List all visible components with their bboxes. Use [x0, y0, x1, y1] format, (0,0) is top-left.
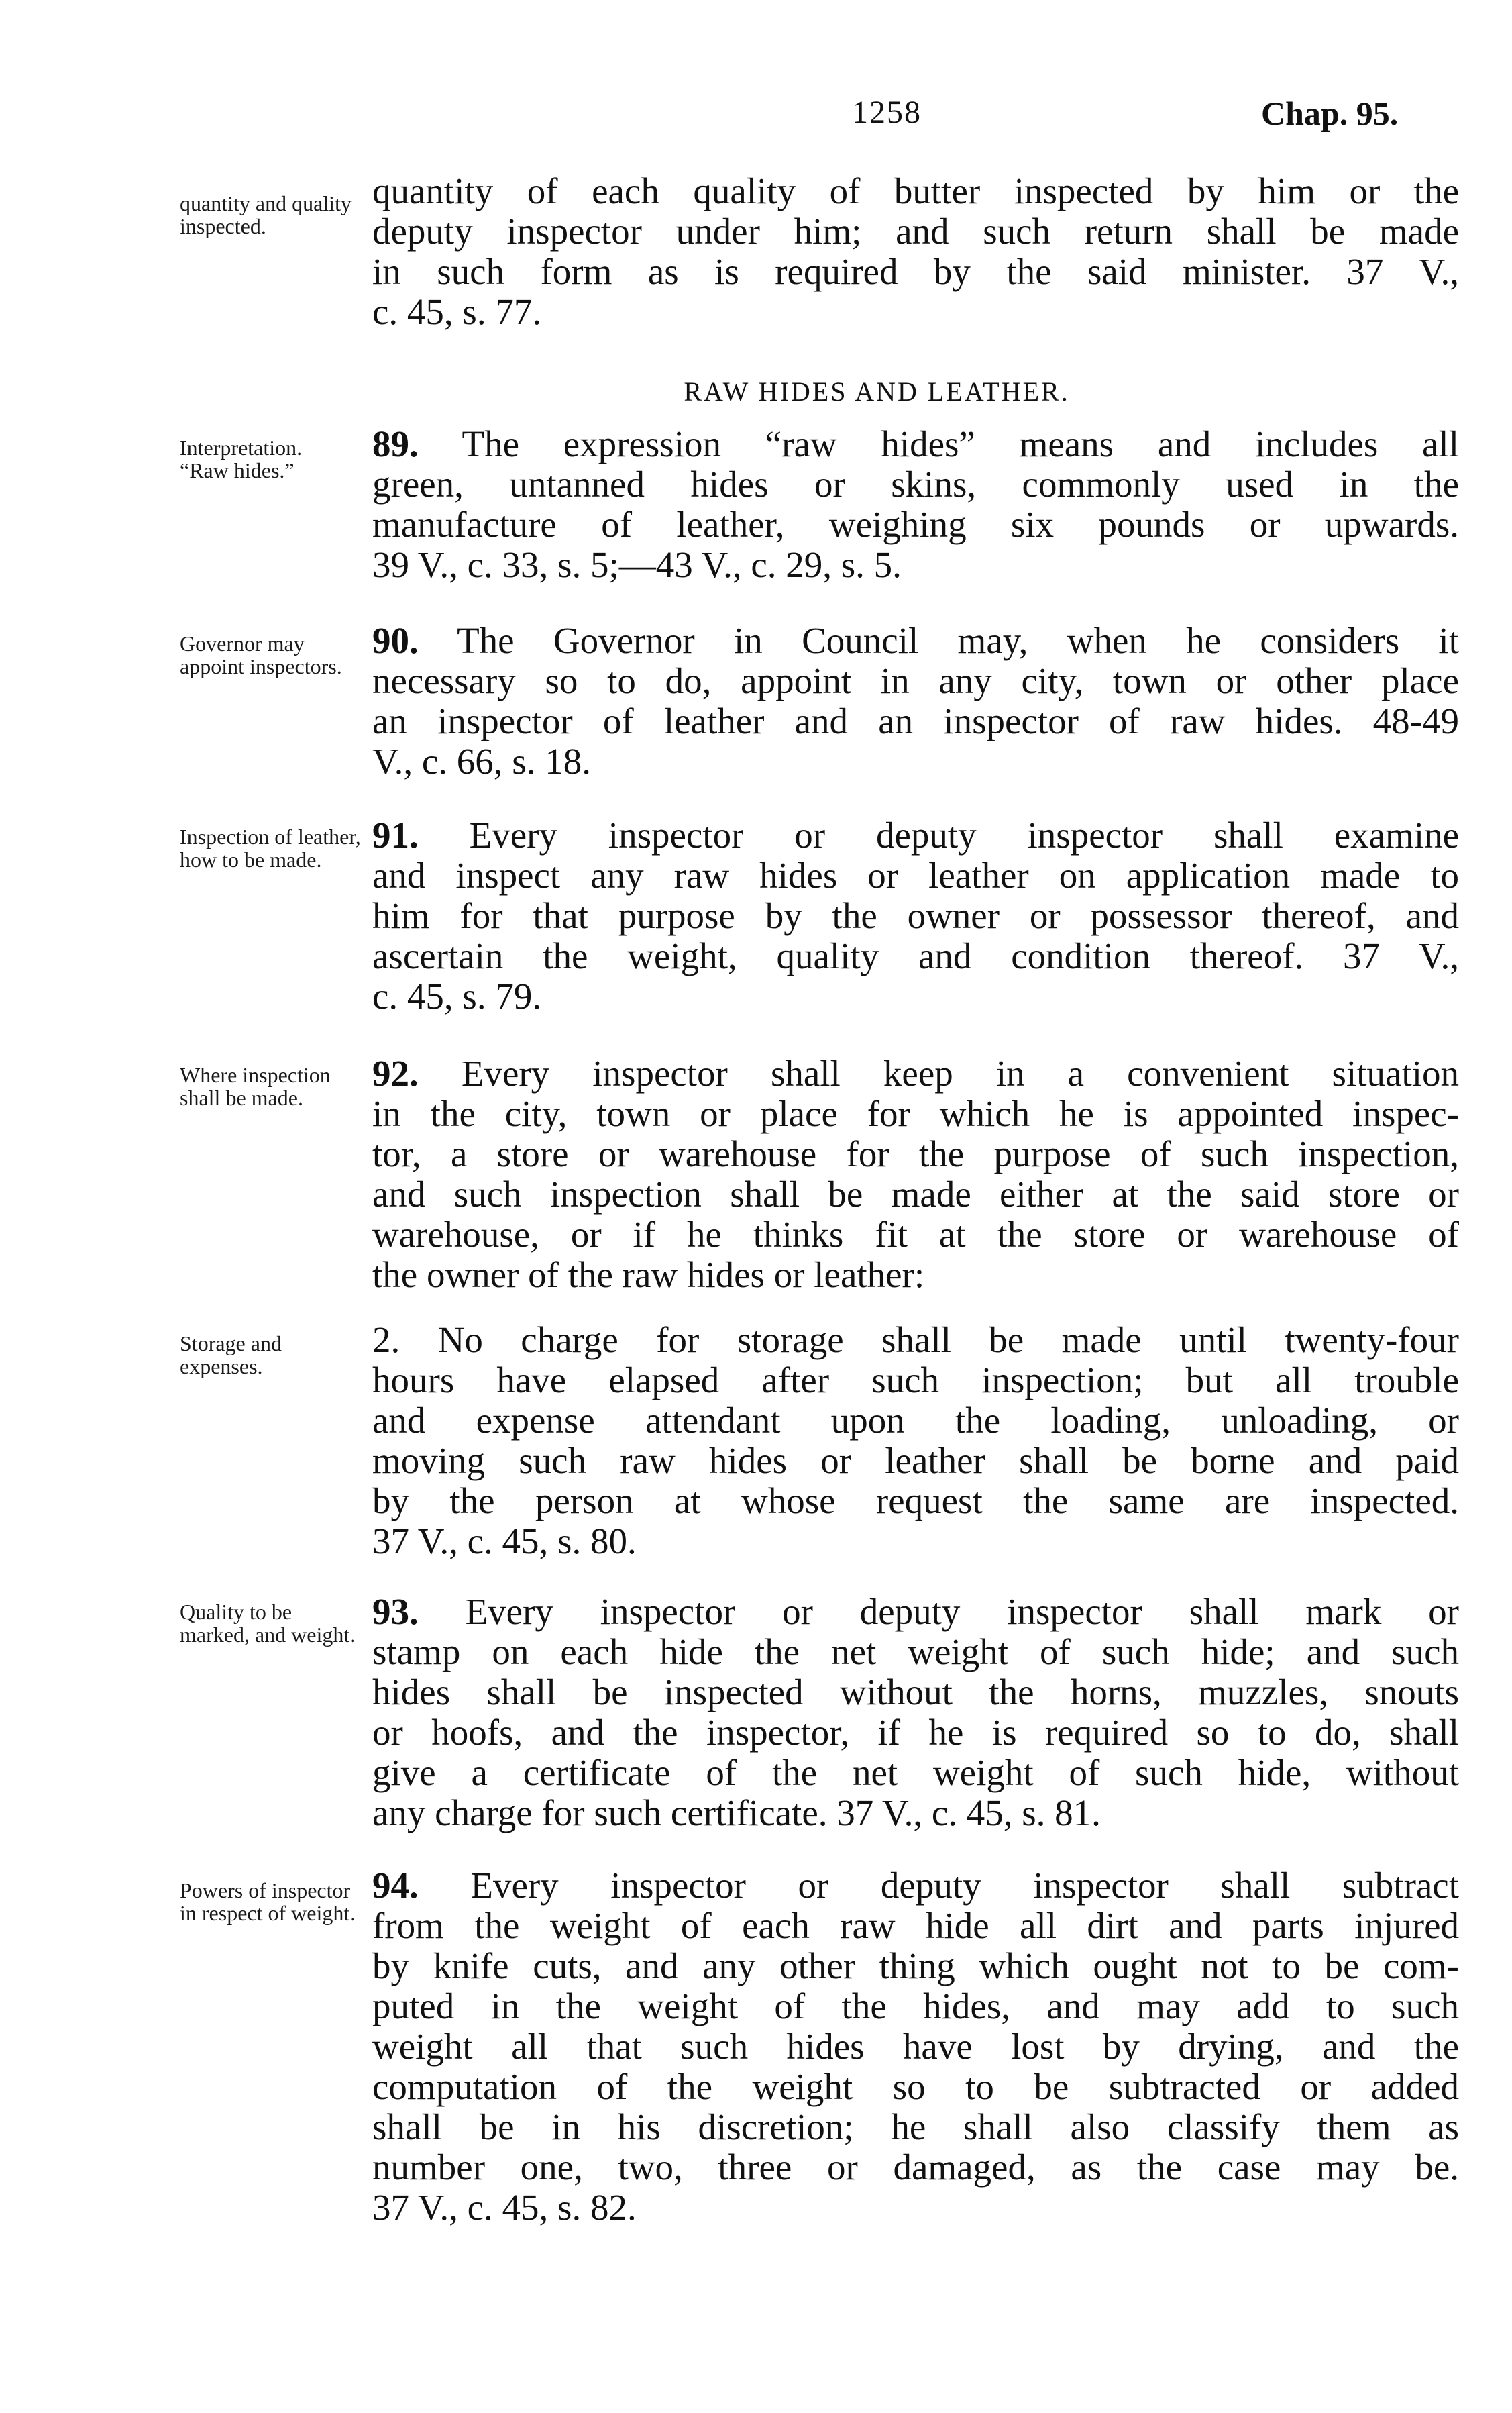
chapter-reference: Chap. 95. — [1261, 95, 1399, 132]
text-line: any charge for such certificate. 37 V., c. 45, s. 81. — [372, 1792, 1101, 1833]
text-line: tor, a store or warehouse for the purpose of such inspection, — [372, 1133, 1459, 1174]
text-line: V., c. 66, s. 18. — [372, 741, 591, 782]
text-line: in the city, town or place for which he is appointed inspec- — [372, 1093, 1459, 1134]
text-line: and inspect any raw hides or leather on application made to — [372, 855, 1459, 896]
text-line: by knife cuts, and any other thing which ought not to be com- — [372, 1945, 1459, 1986]
text-line: weight all that such hides have lost by drying, and the — [372, 2026, 1459, 2067]
text-line: number one, two, three or damaged, as the case may be. — [372, 2147, 1459, 2188]
section-90 — [372, 621, 1459, 782]
paragraph-butter-return — [372, 171, 1459, 332]
text-line: 37 V., c. 45, s. 82. — [372, 2187, 637, 2228]
text-line-content: Every inspector or deputy inspector shall subtract — [470, 1865, 1459, 1906]
text-line: in such form as is required by the said minister. 37 V., — [372, 251, 1459, 292]
text-line: hides shall be inspected without the horns, muzzles, snouts — [372, 1672, 1459, 1712]
text-line: puted in the weight of the hides, and may add to such — [372, 1986, 1459, 2026]
text-line — [372, 1320, 1459, 1360]
text-line: give a certificate of the net weight of such hide, without — [372, 1752, 1459, 1793]
page-number: 1258 — [852, 95, 922, 130]
text-line — [372, 1592, 1459, 1632]
text-line-content: No charge for storage shall be made until twenty-four — [437, 1319, 1459, 1360]
section-number: 91. — [372, 815, 419, 856]
text-line — [372, 815, 1459, 856]
sidenote-quantity-quality: quantity and quality inspected. — [180, 191, 352, 238]
subsection-number: 2. — [372, 1319, 400, 1360]
text-line: by the person at whose request the same are inspected. — [372, 1480, 1459, 1521]
section-number: 90. — [372, 620, 419, 661]
sidenote-where-inspection: Where inspection shall be made. — [180, 1063, 331, 1110]
text-line: him for that purpose by the owner or possessor thereof, and — [372, 895, 1459, 936]
text-line: or hoofs, and the inspector, if he is required so to do, shall — [372, 1712, 1459, 1753]
text-line-content: The expression “raw hides” means and includes all — [462, 423, 1459, 464]
section-92-subsection-2 — [372, 1320, 1459, 1561]
text-line: from the weight of each raw hide all dirt and parts injured — [372, 1905, 1459, 1946]
text-line — [372, 621, 1459, 661]
text-line: green, untanned hides or skins, commonly used in the — [372, 464, 1459, 505]
text-line-content: Every inspector shall keep in a convenient situation — [461, 1053, 1459, 1094]
text-line: computation of the weight so to be subtracted or added — [372, 2066, 1459, 2107]
text-line: necessary so to do, appoint in any city, town or other place — [372, 660, 1459, 701]
text-line: 37 V., c. 45, s. 80. — [372, 1521, 637, 1561]
text-line: c. 45, s. 77. — [372, 291, 542, 332]
section-heading — [0, 376, 1512, 407]
section-91 — [372, 815, 1459, 1017]
text-line: moving such raw hides or leather shall be borne and paid — [372, 1440, 1459, 1481]
text-line: c. 45, s. 79. — [372, 976, 542, 1017]
sidenote-storage: Storage and expenses. — [180, 1331, 282, 1378]
sidenote-powers-of-inspector: Powers of inspector in respect of weight. — [180, 1878, 356, 1925]
section-number: 93. — [372, 1591, 419, 1632]
sidenote-interpretation: Interpretation. “Raw hides.” — [180, 435, 303, 482]
text-line: 39 V., c. 33, s. 5;—43 V., c. 29, s. 5. — [372, 544, 902, 585]
section-89 — [372, 424, 1459, 585]
text-line: hours have elapsed after such inspection; but all trouble — [372, 1359, 1459, 1400]
text-line: shall be in his discretion; he shall also classify them as — [372, 2106, 1459, 2147]
section-heading-text: RAW HIDES AND LEATHER. — [684, 376, 1070, 407]
text-line: quantity of each quality of butter inspected by him or the — [372, 170, 1459, 211]
text-line: ascertain the weight, quality and condition thereof. 37 V., — [372, 935, 1459, 976]
text-line — [372, 1054, 1459, 1094]
text-line-content: Every inspector or deputy inspector shall examine — [469, 815, 1460, 856]
text-line-content: The Governor in Council may, when he considers it — [457, 620, 1459, 661]
text-line: manufacture of leather, weighing six pounds or upwards. — [372, 504, 1459, 545]
sidenote-inspection-leather: Inspection of leather, how to be made. — [180, 825, 361, 872]
text-line: stamp on each hide the net weight of such hide; and such — [372, 1631, 1459, 1672]
text-line: deputy inspector under him; and such return shall be made — [372, 211, 1459, 252]
section-93 — [372, 1592, 1459, 1833]
text-line-content: Every inspector or deputy inspector shall mark or — [465, 1591, 1459, 1632]
text-line — [372, 424, 1459, 464]
text-line — [372, 1865, 1459, 1906]
section-number: 94. — [372, 1865, 419, 1906]
text-line: an inspector of leather and an inspector of raw hides. 48-49 — [372, 701, 1459, 741]
sidenote-quality-marked: Quality to be marked, and weight. — [180, 1600, 356, 1647]
sidenote-governor: Governor may appoint inspectors. — [180, 631, 342, 678]
text-line: and expense attendant upon the loading, unloading, or — [372, 1400, 1459, 1441]
section-92 — [372, 1054, 1459, 1295]
text-line: warehouse, or if he thinks fit at the store or warehouse of — [372, 1214, 1459, 1255]
page-header — [0, 94, 1512, 148]
text-line: and such inspection shall be made either at the said store or — [372, 1174, 1459, 1215]
section-number: 92. — [372, 1053, 419, 1094]
section-number: 89. — [372, 423, 419, 464]
text-line: the owner of the raw hides or leather: — [372, 1254, 925, 1295]
section-94 — [372, 1865, 1459, 2228]
